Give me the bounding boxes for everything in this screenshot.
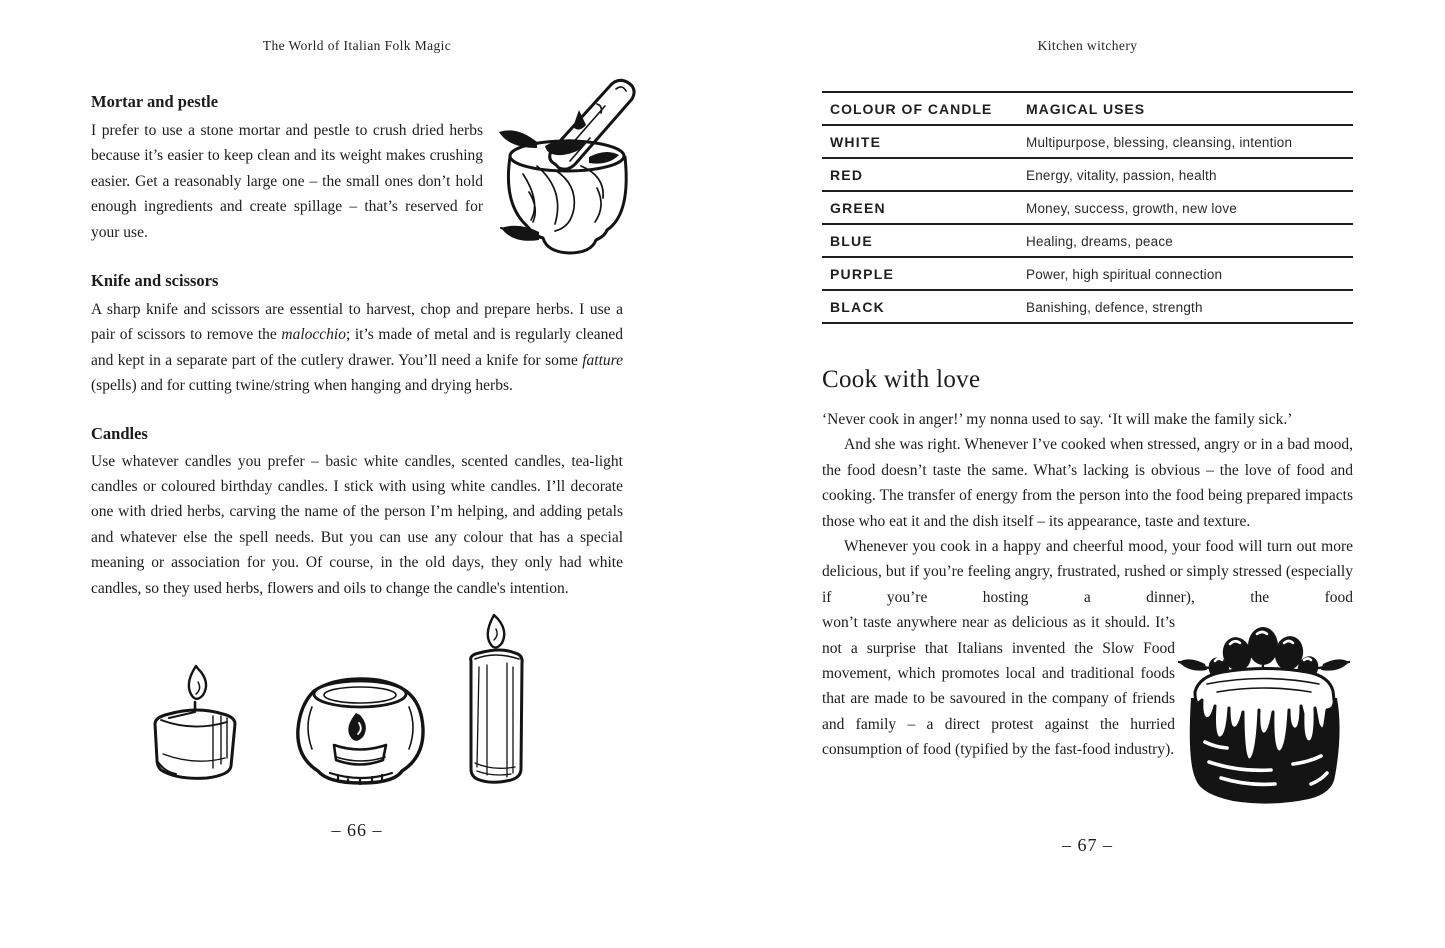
candles-section-paragraph: Use whatever candles you prefer – basic white candles, scented candles, tea-light candles or coloured birthday candles. I stick with using white candles. I’ll decorate one with dried herbs, carving the name of the person I’m helping, and adding petals and whatever else the spell needs. But you can use any colour that has a special meaning or association for you. Of course, in the old days, they only had white candles, so they used herbs, flowers and oils to change the candle's intention. <box>91 452 623 597</box>
cook-paragraph-2: And she was right. Whenever I’ve cooked when stressed, angry or in a bad mood, the food doesn’t taste the same. What’s lacking is obvious – the love of food and cooking. The transfer of energy from the person into the food being prepared impacts those who eat it and the dish itself – its appearance, taste and texture. <box>822 436 1353 530</box>
table-header-colour: COLOUR OF CANDLE <box>830 101 993 117</box>
table-row <box>822 158 1353 191</box>
mortar-pestle-icon <box>493 64 653 264</box>
left-page <box>91 0 623 841</box>
glass-candle-holder-icon <box>290 649 432 789</box>
cook-paragraph-3b: won’t taste anywhere near as delicious as it should. It’s not a surprise that Italians invented the Slow Food movement, which promotes local and traditional foods that are made to be savoured in the company of friends and family – a direct protest against the hurried consumption of food (typified by the fast-food industry). <box>822 614 1175 759</box>
candle-uses: Money, success, growth, new love <box>1026 200 1237 216</box>
cook-paragraph-3-wrap <box>822 610 1353 810</box>
candle-uses: Healing, dreams, peace <box>1026 233 1173 249</box>
table-row <box>822 257 1353 290</box>
mortar-section-paragraph: I prefer to use a stone mortar and pestle to crush dried herbs because it’s easier to keep clean and its weight makes crushing easier. Get a reasonably large one – the small ones don’t hold enough ingredients and create spillage – that’s reserved for your use. <box>91 122 483 241</box>
knife-text-2: ; it’s made of metal and is regularly cleaned and kept in a separate part of the cutlery drawer. You’ll need a knife for some <box>91 326 623 369</box>
mortar-pestle-illustration <box>493 64 653 264</box>
knife-section-paragraph <box>91 297 623 399</box>
candle-colour: RED <box>830 167 864 183</box>
candle-colour: BLUE <box>830 233 873 249</box>
table-row <box>822 224 1353 257</box>
candle-colour: GREEN <box>830 200 886 216</box>
knife-text-1: A sharp knife and scissors are essential to harvest, chop and prepare herbs. I use a pair of scissors to remove the <box>91 301 623 344</box>
cook-with-love-heading: Cook with love <box>822 366 981 393</box>
candle-colour: WHITE <box>830 134 882 150</box>
cook-paragraph-3a: Whenever you cook in a happy and cheerful mood, your food will turn out more delicious, but if you’re feeling angry, frustrated, rushed or simply stressed (especially if you’re hosting a dinner), the food <box>822 538 1353 606</box>
right-running-head: Kitchen witchery <box>1037 38 1138 53</box>
cake-illustration <box>1175 612 1353 810</box>
frosted-cake-icon <box>1175 612 1353 810</box>
mortar-section-heading: Mortar and pestle <box>91 92 219 111</box>
left-page-number: – 66 – <box>331 820 383 841</box>
candle-colour-table <box>822 91 1353 324</box>
candle-colour: PURPLE <box>830 266 894 282</box>
right-page-number: – 67 – <box>1062 835 1113 856</box>
knife-italic-malocchio: malocchio <box>281 326 346 344</box>
candle-colour: BLACK <box>830 299 885 315</box>
candle-illustrations-row <box>91 613 623 789</box>
pillar-candle-icon <box>463 613 529 789</box>
candle-uses: Multipurpose, blessing, cleansing, intention <box>1026 134 1293 150</box>
table-header-uses: MAGICAL USES <box>1026 101 1146 117</box>
table-header-row <box>822 92 1353 125</box>
candle-uses: Energy, vitality, passion, health <box>1026 167 1217 183</box>
left-running-head: The World of Italian Folk Magic <box>262 38 452 53</box>
knife-italic-fatture: fatture <box>582 351 623 369</box>
knife-text-3: (spells) and for cutting twine/string when hanging and drying herbs. <box>91 377 513 395</box>
candle-uses: Power, high spiritual connection <box>1026 266 1223 282</box>
table-row <box>822 125 1353 158</box>
candle-uses: Banishing, defence, strength <box>1026 299 1203 315</box>
cook-with-love-text <box>822 407 1353 810</box>
knife-section-heading: Knife and scissors <box>91 271 219 291</box>
cook-paragraph-1: ‘Never cook in anger!’ my nonna used to say. ‘It will make the family sick.’ <box>822 411 1293 428</box>
candles-section-heading: Candles <box>91 423 148 443</box>
right-page <box>822 0 1353 856</box>
tea-light-candle-icon <box>145 654 237 789</box>
table-row <box>822 191 1353 224</box>
table-row <box>822 290 1353 323</box>
